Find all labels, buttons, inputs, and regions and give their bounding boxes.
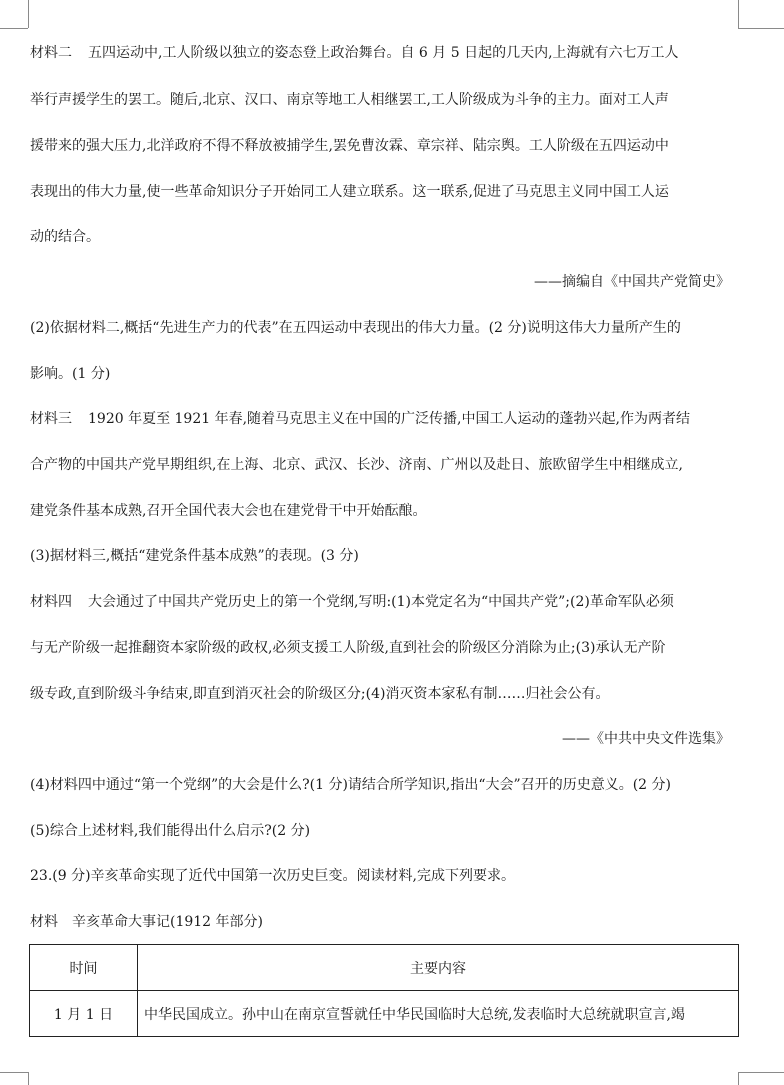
material3-line: 材料三 1920 年夏至 1921 年春,随着马克思主义在中国的广泛传播,中国工人运动的蓬勃兴起,作为两者结 [30, 411, 690, 427]
material4-line: 级专政,直到阶级斗争结束,即直到消灭社会的阶级区分;(4)消灭资本家私有制……归社会公有。 [30, 686, 610, 702]
crop-mark [738, 1072, 739, 1085]
crop-mark [738, 0, 739, 28]
material2-line: 材料二 五四运动中,工人阶级以独立的姿态登上政治舞台。自 6 月 5 日起的几天内,上海就有六七万工人 [30, 45, 679, 61]
material2-line: 表现出的伟大力量,使一些革命知识分子开始同工人建立联系。这一联系,促进了马克思主义同中国工人运 [30, 184, 669, 200]
crop-mark [738, 28, 784, 29]
material2-source: ——摘编自《中国共产党简史》 [534, 274, 730, 290]
material4-line: 材料四 大会通过了中国共产党历史上的第一个党纲,写明:(1)本党定名为“中国共产党”;(2)革命军队必须 [30, 594, 674, 610]
table-header-row [30, 945, 739, 991]
crop-mark [28, 1072, 29, 1085]
chronicle-table [29, 944, 739, 1037]
table-row [30, 991, 739, 1037]
material4-line: 与无产阶级一起推翻资本家阶级的政权,必须支援工人阶级,直到社会的阶级区分消除为止;(3)承认无产阶 [30, 640, 666, 656]
crop-mark [28, 0, 29, 28]
table-cell-time: 1 月 1 日 [30, 991, 138, 1037]
material2-line: 援带来的强大压力,北洋政府不得不释放被捕学生,罢免曹汝霖、章宗祥、陆宗舆。工人阶级在五四运动中 [30, 138, 669, 154]
question4: (4)材料四中通过“第一个党纲”的大会是什么?(1 分)请结合所学知识,指出“大会”召开的历史意义。(2 分) [30, 777, 671, 793]
crop-mark [738, 1072, 784, 1073]
material2-line: 动的结合。 [30, 229, 100, 245]
crop-mark [0, 1072, 28, 1073]
table-header-content: 主要内容 [138, 945, 739, 991]
material-chronicle-title: 材料 辛亥革命大事记(1912 年部分) [30, 914, 264, 930]
question3: (3)据材料三,概括“建党条件基本成熟”的表现。(3 分) [30, 548, 359, 564]
question5: (5)综合上述材料,我们能得出什么启示?(2 分) [30, 823, 311, 839]
material3-line: 建党条件基本成熟,召开全国代表大会也在建党骨干中开始酝酿。 [30, 503, 427, 519]
crop-mark [0, 28, 28, 29]
table-header-time: 时间 [30, 945, 138, 991]
material3-label: 材料三 [30, 411, 72, 427]
material3-line: 合产物的中国共产党早期组织,在上海、北京、武汉、长沙、济南、广州以及赴日、旅欧留学生中相继成立, [30, 457, 683, 473]
question2-line: (2)依据材料二,概括“先进生产力的代表”在五四运动中表现出的伟大力量。(2 分)说明这伟大力量所产生的 [30, 320, 681, 336]
table-cell-content: 中华民国成立。孙中山在南京宣誓就任中华民国临时大总统,发表临时大总统就职宣言,竭 [138, 991, 739, 1037]
material4-source: ——《中共中央文件选集》 [562, 731, 730, 747]
question23: 23.(9 分)辛亥革命实现了近代中国第一次历史巨变。阅读材料,完成下列要求。 [30, 868, 515, 884]
material4-label: 材料四 [30, 594, 72, 610]
material2-label: 材料二 [30, 45, 72, 61]
material2-line: 举行声援学生的罢工。随后,北京、汉口、南京等地工人相继罢工,工人阶级成为斗争的主力。面对工人声 [30, 92, 669, 108]
question2-line: 影响。(1 分) [30, 366, 111, 382]
